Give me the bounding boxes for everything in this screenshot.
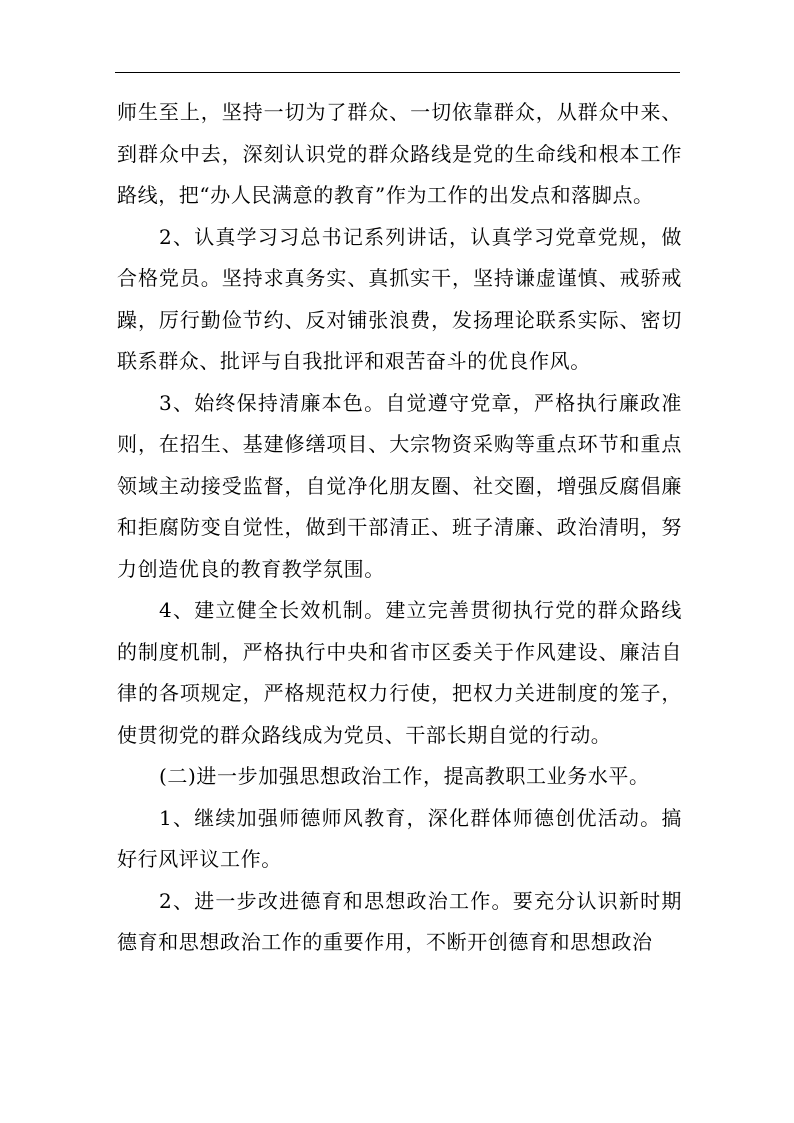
- paragraph-sub-item-1: 1、继续加强师德师风教育，深化群体师德创优活动。搞好行风评议工作。: [117, 805, 682, 871]
- section-heading: (二)进一步加强思想政治工作，提高教职工业务水平。: [159, 764, 650, 788]
- header-rule: [115, 72, 680, 73]
- paragraph-sub-item-2: 2、进一步改进德育和思想政治工作。要充分认识新时期德育和思想政治工作的重要作用，不断开创德育和思想政治: [117, 888, 682, 954]
- paragraph-item-2: 2、认真学习习总书记系列讲话，认真学习党章党规，做合格党员。坚持求真务实、真抓实干，坚持谦虚谨慎、戒骄戒躁，厉行勤俭节约、反对铺张浪费，发扬理论联系实际、密切联系群众、批评与自我批评和艰苦奋斗的优良作风。: [117, 224, 682, 373]
- paragraph-item-3: 3、始终保持清廉本色。自觉遵守党章，严格执行廉政准则，在招生、基建修缮项目、大宗物资采购等重点环节和重点领域主动接受监督，自觉净化朋友圈、社交圈，增强反腐倡廉和拒腐防变自觉性，做到干部清正、班子清廉、政治清明，努力创造优良的教育教学氛围。: [117, 390, 682, 581]
- paragraph-continuation: 师生至上，坚持一切为了群众、一切依靠群众，从群众中来、到群众中去，深刻认识党的群众路线是党的生命线和根本工作路线，把“办人民满意的教育”作为工作的出发点和落脚点。: [117, 100, 682, 207]
- document-body: [117, 92, 682, 964]
- paragraph-item-4: 4、建立健全长效机制。建立完善贯彻执行党的群众路线的制度机制，严格执行中央和省市区委关于作风建设、廉洁自律的各项规定，严格规范权力行使，把权力关进制度的笼子，使贯彻党的群众路线成为党员、干部长期自觉的行动。: [117, 598, 682, 747]
